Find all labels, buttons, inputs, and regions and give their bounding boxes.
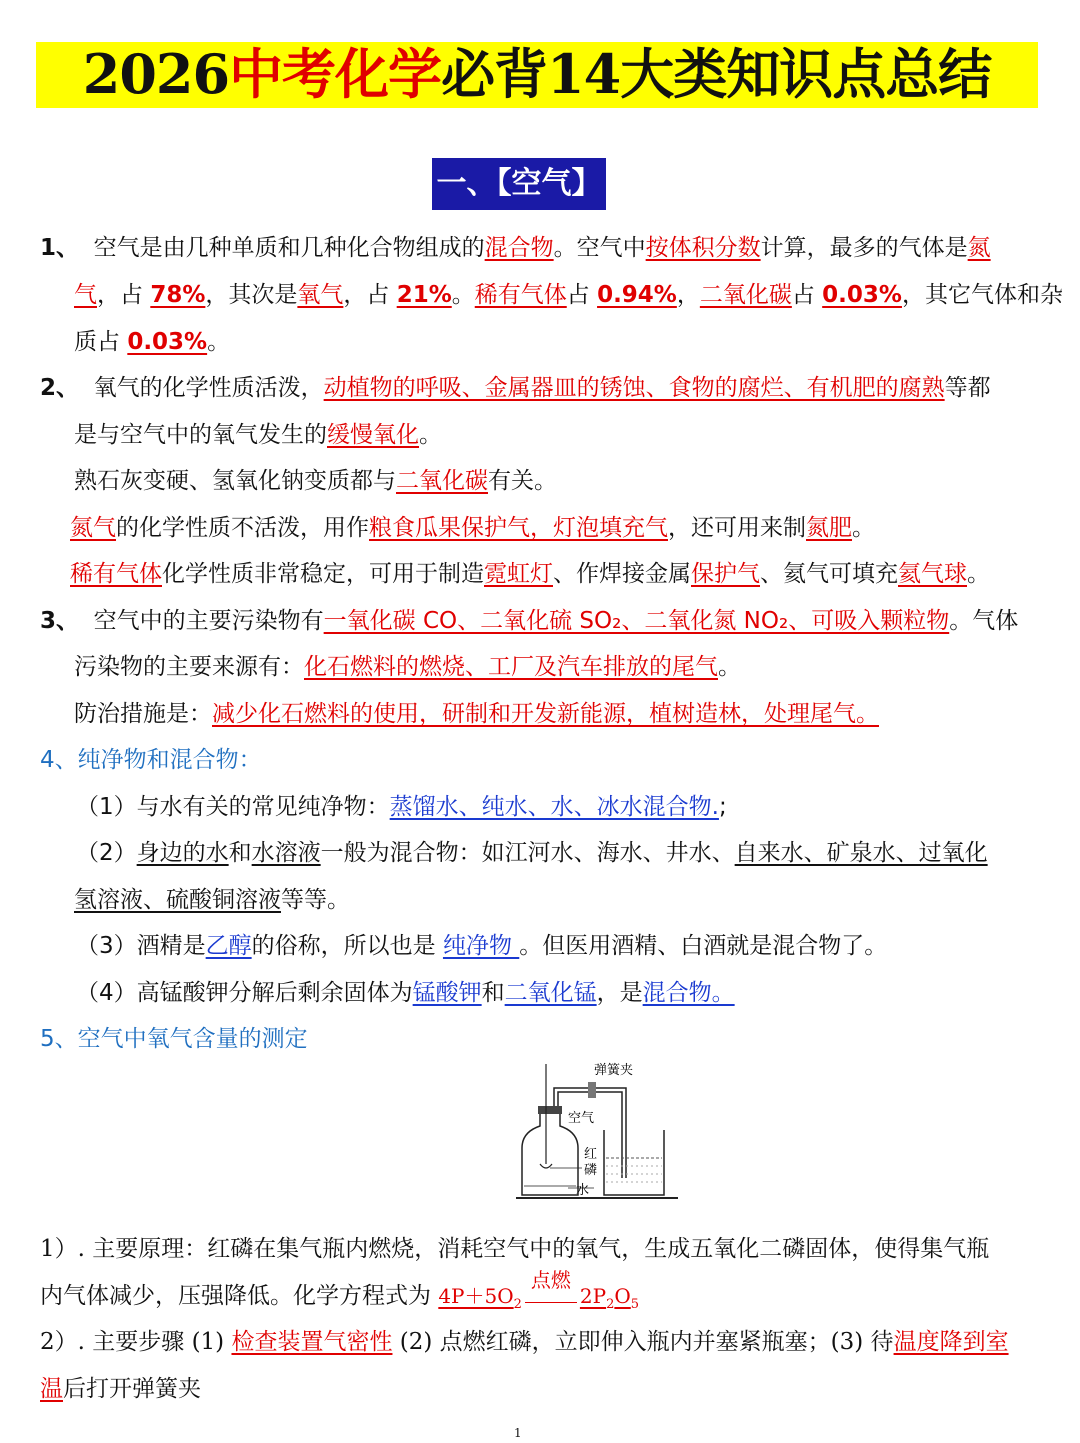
p5-step1-line1: 1）. 主要原理：红磷在集气瓶内燃烧，消耗空气中的氧气，生成五氧化二磷固体，使得集气瓶 [40,1236,990,1262]
p2-line5: 稀有气体化学性质非常稳定，可用于制造霓虹灯、作焊接金属保护气、氦气可填充氦气球。 [70,561,990,587]
p4-item1: （1）与水有关的常见纯净物：蒸馏水、纯水、水、冰水混合物.; [76,794,727,820]
oxygen-measurement-apparatus [508,1060,683,1205]
p4-item3: （3）酒精是乙醇的俗称，所以也是 纯净物 。但医用酒精、白酒就是混合物了。 [76,933,888,959]
p1-line2: 气，占 78%，其次是氧气，占 21%。稀有气体占 0.94%，二氧化碳占 0.03%，其它气体和杂 [74,282,1063,308]
p5-heading: 5、空气中氧气含量的测定 [40,1026,308,1052]
p2-line2: 是与空气中的氧气发生的缓慢氧化。 [74,422,442,448]
label-air: 空气 [568,1111,595,1126]
condition-ignite: 点燃 [530,1268,571,1292]
label-water: 水 [576,1183,590,1198]
page-number: 1 [514,1426,522,1440]
p5-step1-line2: 内气体减少，压强降低。化学方程式为 $4P+5O_2$ 点燃 $2P_2O_5$ [40,1281,639,1320]
p2-line3: 熟石灰变硬、氢氧化钠变质都与二氧化碳有关。 [74,468,557,494]
label-phosphorus-2: 磷 [584,1163,598,1178]
p4-item4: （4）高锰酸钾分解后剩余固体为锰酸钾和二氧化锰，是混合物。 [76,980,735,1006]
p3-line2: 污染物的主要来源有：化石燃料的燃烧、工厂及汽车排放的尾气。 [74,654,741,680]
p2-line1: 2、 氧气的化学性质活泼，动植物的呼吸、金属器皿的锈蚀、食物的腐烂、有机肥的腐熟等都 [40,375,991,401]
page-title: 2026中考化学必背14大类知识点总结 [82,42,992,106]
p2-line4: 氮气的化学性质不活泼，用作粮食瓜果保护气，灯泡填充气，还可用来制氮肥。 [70,515,875,541]
p4-item2-line2: 氢溶液、硫酸铜溶液等等。 [74,887,350,913]
p4-item2-line1: （2）身边的水和水溶液一般为混合物：如江河水、海水、井水、自来水、矿泉水、过氧化 [76,840,988,866]
section-heading-air: 一、【空气】 [432,158,606,210]
p5-step2-line2: 温后打开弹簧夹 [40,1376,201,1402]
p3-line3: 防治措施是：减少化石燃料的使用，研制和开发新能源，植树造林，处理尾气。 [74,701,879,727]
label-phosphorus-1: 红 [584,1147,598,1162]
p4-heading: 4、纯净物和混合物： [40,747,262,773]
p1-line3: 质占 0.03%。 [74,329,231,355]
p3-line1: 3、 空气中的主要污染物有一氧化碳 CO、二氧化硫 SO₂、二氧化氮 NO₂、可吸入颗粒物。气体 [40,608,1019,634]
label-clamp: 弹簧夹 [594,1063,634,1078]
p5-step2-line1: 2）. 主要步骤 (1) 检查装置气密性 (2) 点燃红磷，立即伸入瓶内并塞紧瓶塞；(3) 待温度降到室 [40,1329,1009,1355]
p1-line1: 1、 空气是由几种单质和几种化合物组成的混合物。空气中按体积分数计算，最多的气体是氮 [40,235,991,261]
